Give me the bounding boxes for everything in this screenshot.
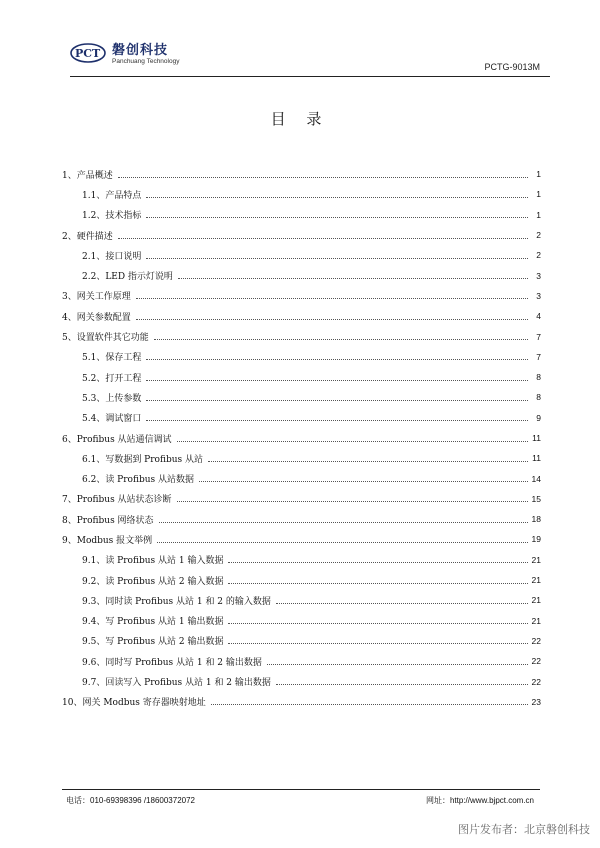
toc-dot-leader (177, 441, 528, 442)
toc-entry-page: 22 (531, 635, 541, 646)
toc-dot-leader (267, 664, 528, 665)
toc-entry-label: 5.3、上传参数 (82, 393, 142, 404)
toc-entry-label: 9、Modbus 报文举例 (62, 535, 153, 546)
toc-entry-label: 4、网关参数配置 (62, 312, 131, 323)
logo-name-cn: 磐创科技 (112, 43, 169, 58)
toc-entry-label: 9.7、回读写入 Profibus 从站 1 和 2 输出数据 (82, 678, 271, 689)
toc-entry[interactable] (62, 448, 541, 468)
toc-dot-leader (159, 522, 528, 523)
toc-dot-leader (136, 319, 528, 320)
toc-entry[interactable] (62, 326, 541, 346)
toc-entry[interactable] (62, 428, 541, 448)
toc-entry[interactable] (62, 529, 541, 549)
toc-entry-label: 6.2、读 Profibus 从站数据 (82, 475, 194, 486)
toc-dot-leader (276, 603, 528, 604)
toc-entry-page: 1 (536, 189, 541, 200)
toc-entry-label: 1.2、技术指标 (82, 211, 142, 222)
toc-entry[interactable] (62, 631, 541, 651)
toc-entry-page: 21 (531, 595, 541, 606)
toc-dot-leader (157, 542, 528, 543)
toc-entry-label: 9.2、读 Profibus 从站 2 输入数据 (82, 576, 224, 587)
toc-entry-page: 18 (531, 514, 541, 525)
toc-entry[interactable] (62, 225, 541, 245)
toc-entry[interactable] (62, 509, 541, 529)
toc-entry-page: 21 (531, 615, 541, 626)
page-title: 目 录 (270, 110, 330, 128)
toc-entry-page: 2 (536, 230, 541, 241)
toc-entry-label: 9.5、写 Profibus 从站 2 输出数据 (82, 637, 224, 648)
toc-entry[interactable] (62, 468, 541, 488)
toc-entry-label: 2.1、接口说明 (82, 251, 142, 262)
toc-entry-label: 9.3、同时读 Profibus 从站 1 和 2 的输入数据 (82, 596, 271, 607)
toc-dot-leader (228, 623, 528, 624)
footer-phone: 电话：010-69398396 /18600372072 (66, 796, 195, 805)
toc-entry-label: 6.1、写数据到 Profibus 从站 (82, 454, 203, 465)
toc-entry-label: 9.4、写 Profibus 从站 1 输出数据 (82, 617, 224, 628)
toc-entry-page: 22 (531, 656, 541, 667)
toc-entry[interactable] (62, 306, 541, 326)
toc-entry-label: 5、设置软件其它功能 (62, 333, 149, 344)
company-logo (70, 42, 179, 72)
toc-dot-leader (178, 278, 528, 279)
toc-dot-leader (228, 583, 528, 584)
toc-entry-page: 8 (536, 392, 541, 403)
toc-entry-label: 5.4、调试窗口 (82, 414, 142, 425)
toc-entry-label: 1.1、产品特点 (82, 190, 142, 201)
toc-dot-leader (199, 481, 528, 482)
toc-entry[interactable] (62, 245, 541, 265)
toc-entry-page: 15 (531, 493, 541, 504)
publisher-watermark: 图片发布者：北京磐创科技 (458, 823, 590, 836)
toc-entry-page: 1 (536, 209, 541, 220)
logo-name-en: Panchuang Technology (112, 58, 180, 65)
toc-dot-leader (146, 258, 528, 259)
toc-entry-page: 21 (531, 554, 541, 565)
model-number: PCTG-9013M (484, 62, 540, 72)
toc-entry-page: 22 (531, 676, 541, 687)
toc-entry-label: 5.1、保存工程 (82, 353, 142, 364)
toc-entry-label: 2、硬件描述 (62, 231, 113, 242)
toc-entry[interactable] (62, 387, 541, 407)
toc-dot-leader (136, 298, 528, 299)
page-header (70, 42, 550, 77)
toc-entry-page: 23 (531, 696, 541, 707)
toc-entry[interactable] (62, 367, 541, 387)
svg-text:PCT: PCT (75, 47, 101, 60)
toc-dot-leader (146, 420, 528, 421)
toc-dot-leader (146, 400, 528, 401)
toc-dot-leader (154, 339, 528, 340)
toc-entry[interactable] (62, 550, 541, 570)
toc-dot-leader (146, 380, 528, 381)
toc-dot-leader (211, 704, 528, 705)
toc-entry-label: 2.2、LED 指示灯说明 (82, 272, 173, 283)
toc-entry[interactable] (62, 184, 541, 204)
toc-entry-page: 7 (536, 351, 541, 362)
toc-entry-page: 14 (531, 473, 541, 484)
toc-entry[interactable] (62, 611, 541, 631)
toc-entry-label: 10、网关 Modbus 寄存器映射地址 (62, 698, 206, 709)
toc-entry-page: 19 (531, 534, 541, 545)
toc-entry[interactable] (62, 408, 541, 428)
toc-dot-leader (228, 643, 528, 644)
toc-entry-page: 1 (536, 169, 541, 180)
table-of-contents (62, 164, 541, 712)
toc-dot-leader (118, 238, 528, 239)
toc-entry-label: 6、Profibus 从站通信调试 (62, 434, 172, 445)
toc-entry[interactable] (62, 570, 541, 590)
toc-entry[interactable] (62, 651, 541, 671)
toc-entry-page: 7 (536, 331, 541, 342)
toc-entry[interactable] (62, 489, 541, 509)
toc-entry-label: 3、网关工作原理 (62, 292, 131, 303)
toc-dot-leader (146, 217, 528, 218)
toc-dot-leader (208, 461, 528, 462)
toc-entry[interactable] (62, 671, 541, 691)
toc-dot-leader (177, 501, 528, 502)
toc-entry[interactable] (62, 347, 541, 367)
toc-entry-label: 8、Profibus 网络状态 (62, 515, 154, 526)
toc-entry-page: 3 (536, 270, 541, 281)
toc-entry[interactable] (62, 164, 541, 184)
pct-logo-icon (70, 42, 106, 64)
toc-entry[interactable] (62, 692, 541, 712)
page-footer (62, 789, 540, 806)
toc-dot-leader (228, 562, 528, 563)
toc-entry-page: 2 (536, 250, 541, 261)
footer-website: 网址：http://www.bjpct.com.cn (425, 796, 534, 805)
toc-dot-leader (118, 177, 528, 178)
toc-entry[interactable] (62, 590, 541, 610)
toc-dot-leader (276, 684, 528, 685)
toc-entry-page: 11 (532, 433, 541, 443)
toc-entry-page: 11 (532, 453, 541, 464)
toc-entry-label: 7、Profibus 从站状态诊断 (62, 495, 172, 506)
toc-entry[interactable] (62, 265, 541, 285)
toc-entry-label: 1、产品概述 (62, 170, 113, 181)
toc-dot-leader (146, 197, 528, 198)
toc-entry-label: 9.6、同时写 Profibus 从站 1 和 2 输出数据 (82, 657, 262, 668)
toc-entry[interactable] (62, 286, 541, 306)
toc-entry-label: 9.1、读 Profibus 从站 1 输入数据 (82, 556, 224, 567)
toc-entry[interactable] (62, 205, 541, 225)
toc-entry-page: 8 (536, 372, 541, 383)
toc-entry-page: 3 (536, 290, 541, 301)
toc-entry-page: 4 (536, 311, 541, 322)
toc-entry-page: 21 (531, 575, 541, 586)
toc-dot-leader (146, 359, 528, 360)
toc-entry-page: 9 (536, 412, 541, 423)
toc-entry-label: 5.2、打开工程 (82, 373, 142, 384)
